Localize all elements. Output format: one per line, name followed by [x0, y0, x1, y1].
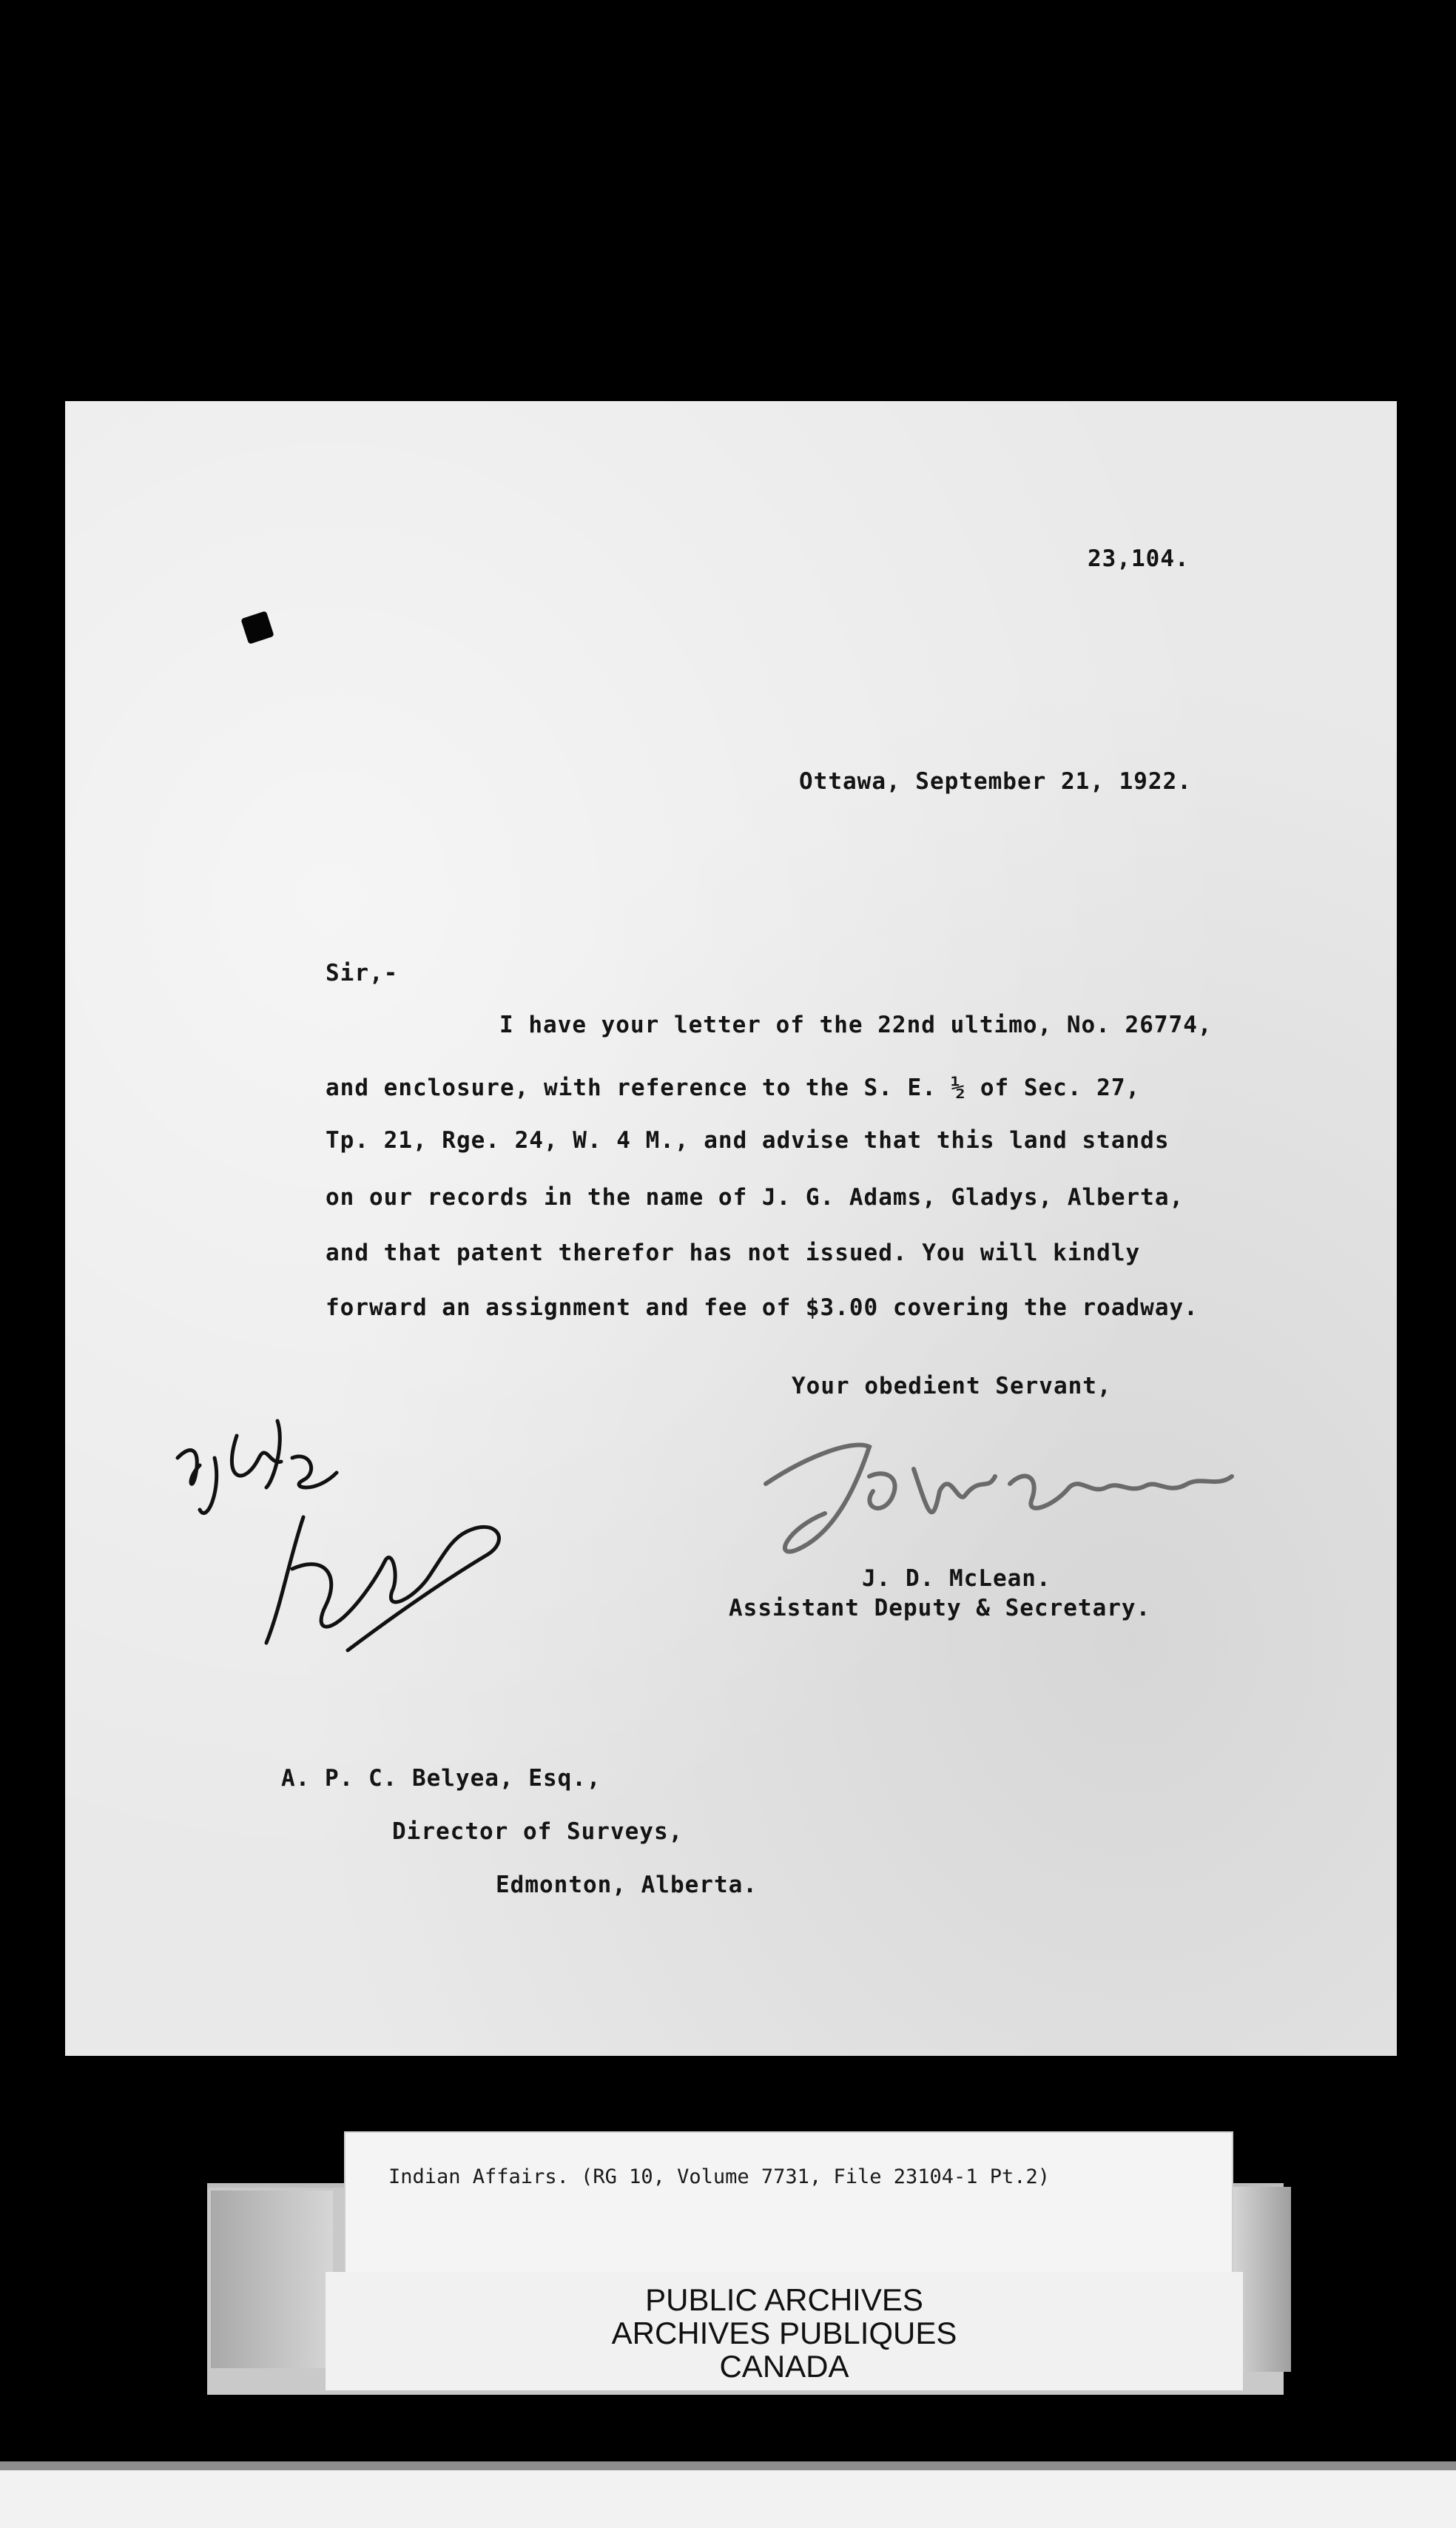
reference-label: [344, 2131, 1233, 2279]
archive-card-edge: [211, 2191, 333, 2368]
film-margin: [0, 2470, 1456, 2528]
letter-page: [65, 401, 1397, 2056]
stamp-line-1: PUBLIC ARCHIVES: [645, 2282, 923, 2317]
body-line: and enclosure, with reference to the S. E. ½ of Sec. 27,: [326, 1075, 1141, 1101]
film-edge: [0, 2461, 1456, 2470]
signer-name: J. D. McLean.: [862, 1565, 1051, 1592]
body-line: Tp. 21, Rge. 24, W. 4 M., and advise that this land stands: [326, 1127, 1170, 1154]
addressee-line: Edmonton, Alberta.: [496, 1872, 758, 1898]
handwritten-signature: [744, 1425, 1239, 1573]
reference-text: Indian Affairs. (RG 10, Volume 7731, File 23104-1 Pt.2): [388, 2165, 1051, 2188]
body-line: forward an assignment and fee of $3.00 covering the roadway.: [326, 1294, 1199, 1321]
closing: Your obedient Servant,: [792, 1373, 1112, 1399]
place-date: Ottawa, September 21, 1922.: [799, 768, 1192, 795]
stamp-line-3: CANADA: [719, 2349, 849, 2384]
addressee-line: Director of Surveys,: [392, 1818, 684, 1845]
addressee-name: A. P. C. Belyea, Esq.,: [281, 1765, 601, 1792]
file-number: 23,104.: [1088, 545, 1190, 572]
body-line: on our records in the name of J. G. Adams, Gladys, Alberta,: [326, 1184, 1184, 1211]
handwritten-initials: [155, 1391, 540, 1687]
archives-stamp: [326, 2272, 1243, 2390]
signer-title: Assistant Deputy & Secretary.: [729, 1595, 1151, 1621]
salutation: Sir,-: [326, 960, 399, 986]
stamp-line-2: ARCHIVES PUBLIQUES: [611, 2316, 957, 2350]
body-line: I have your letter of the 22nd ultimo, No. 26774,: [499, 1012, 1213, 1038]
body-line: and that patent therefor has not issued. You will kindly: [326, 1240, 1141, 1266]
